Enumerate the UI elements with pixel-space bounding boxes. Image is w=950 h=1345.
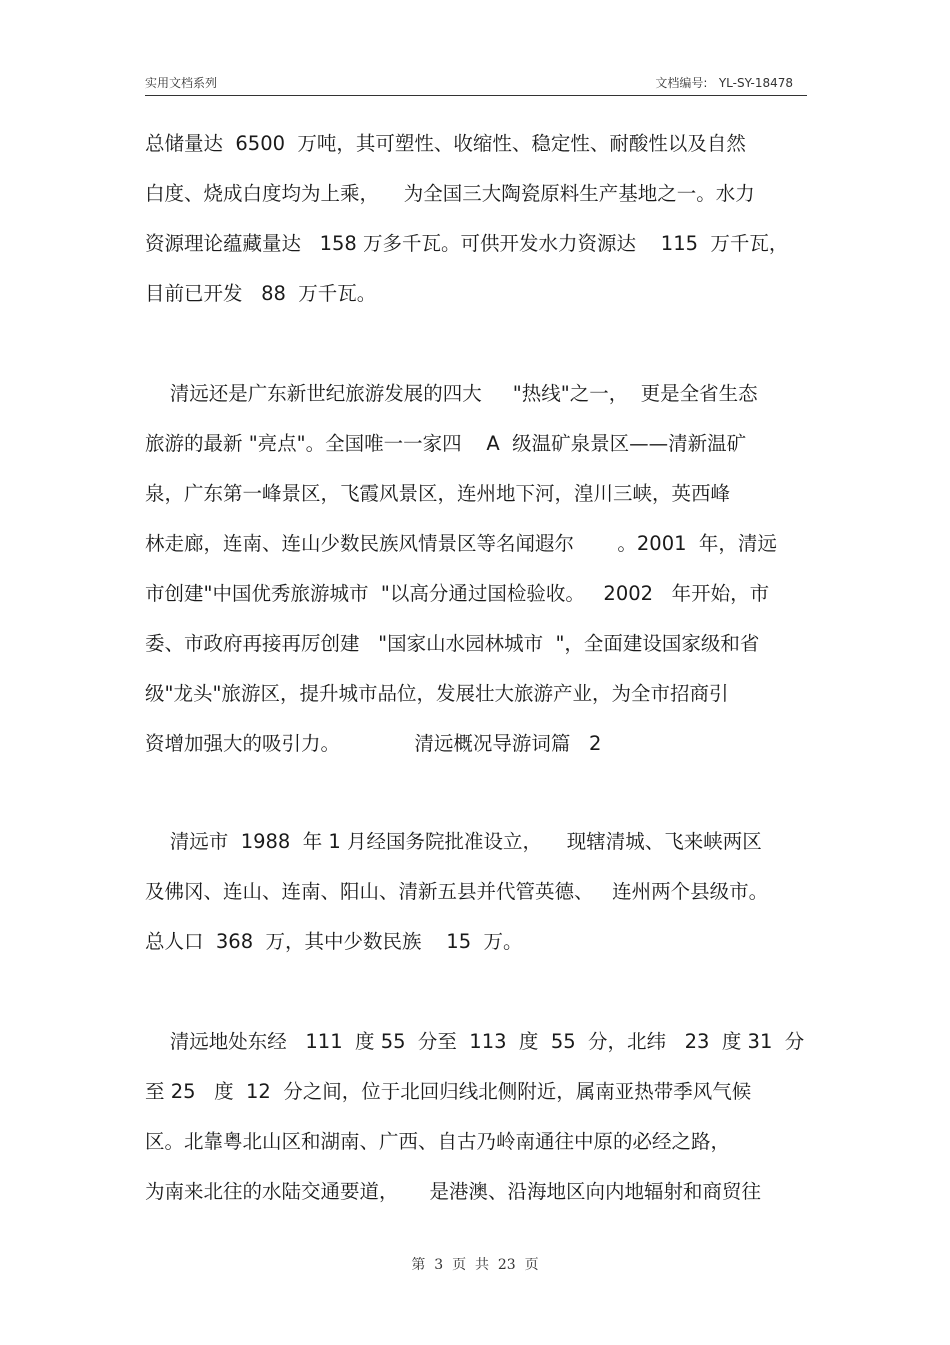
text-line: 清远市 1988 年 1 月经国务院批准设立， 现辖清城、飞来峡两区 xyxy=(145,830,762,853)
text-line: 至 25 度 12 分之间，位于北回归线北侧附近，属南亚热带季风气候 xyxy=(145,1080,752,1103)
text-line: 资源理论蕴藏量达 158 万多千瓦。可供开发水力资源达 115 万千瓦， xyxy=(145,232,789,255)
text-line: 总人口 368 万，其中少数民族 15 万。 xyxy=(145,930,523,953)
text-line: 区。北靠粤北山区和湖南、广西、自古乃岭南通往中原的必经之路， xyxy=(145,1130,731,1153)
text-line: 委、市政府再接再厉创建 "国家山水园林城市 "，全面建设国家级和省 xyxy=(145,632,760,655)
text-line: 资增加强大的吸引力。 清远概况导游词篇 2 xyxy=(145,732,602,755)
text-line: 泉，广东第一峰景区，飞霞风景区，连州地下河，湟川三峡，英西峰 xyxy=(145,482,731,505)
text-line: 市创建"中国优秀旅游城市 "以高分通过国检验收。 2002 年开始，市 xyxy=(145,582,770,605)
text-line: 清远地处东经 111 度 55 分至 113 度 55 分，北纬 23 度 31 分 xyxy=(145,1030,805,1053)
document-number-label: 文档编号: YL-SY-18478 xyxy=(655,76,793,90)
text-line: 白度、烧成白度均为上乘， 为全国三大陶瓷原料生产基地之一。水力 xyxy=(145,182,755,205)
header-divider xyxy=(145,95,807,96)
text-line: 为南来北往的水陆交通要道， 是港澳、沿海地区向内地辐射和商贸往 xyxy=(145,1180,761,1203)
page-number: 第 3 页 共 23 页 xyxy=(411,1257,539,1273)
text-line: 清远还是广东新世纪旅游发展的四大 "热线"之一， 更是全省生态 xyxy=(145,382,758,405)
text-line: 目前已开发 88 万千瓦。 xyxy=(145,282,377,305)
text-line: 旅游的最新 "亮点"。全国唯一一家四 A 级温矿泉景区——清新温矿 xyxy=(145,432,747,455)
document-series-label: 实用文档系列 xyxy=(145,76,218,90)
text-line: 总储量达 6500 万吨，其可塑性、收缩性、稳定性、耐酸性以及自然 xyxy=(145,132,746,155)
text-line: 林走廊，连南、连山少数民族风情景区等名闻遐尔 。2001 年，清远 xyxy=(145,532,777,555)
page-header xyxy=(145,74,807,94)
text-line: 及佛冈、连山、连南、阳山、清新五县并代管英德、 连州两个县级市。 xyxy=(145,880,769,903)
text-line: 级"龙头"旅游区，提升城市品位，发展壮大旅游产业，为全市招商引 xyxy=(145,682,729,705)
